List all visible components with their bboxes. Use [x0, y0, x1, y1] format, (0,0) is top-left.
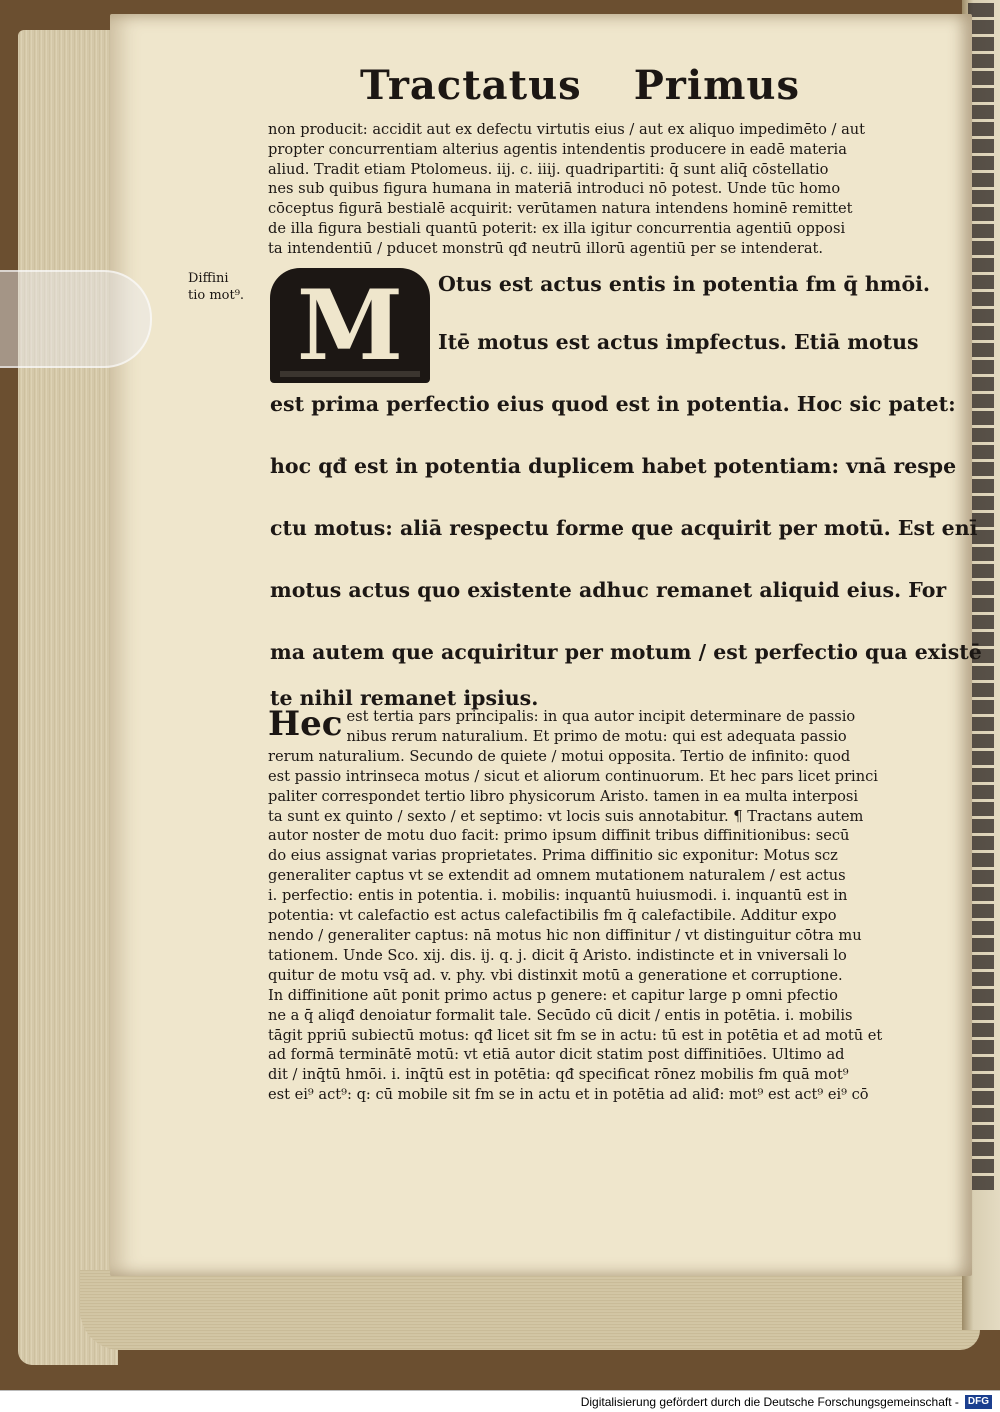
large-type-line: ctu motus: aliā respectu forme que acquirit per motū. Est enī	[270, 516, 978, 540]
top-paragraph-line: aliud. Tradit etiam Ptolomeus. iij. c. iiij. quadripartiti: q̄ sunt aliq̄ cōstellatio	[268, 160, 829, 178]
heading-right: Primus	[633, 62, 800, 109]
commentary-line: i. perfectio: entis in potentia. i. mobilis: inquantū huiusmodi. i. inquantū est in	[268, 887, 848, 905]
commentary-opening	[268, 704, 918, 747]
book-page-edges-bottom	[80, 1270, 980, 1350]
commentary-line: ne a q̄ aliqđ denoiatur formalit tale. Secūdo cū dicit / entis in potētia. i. mobilis	[268, 1006, 853, 1024]
commentary-initial: Hec	[268, 704, 343, 744]
top-paragraph-line: propter concurrentiam alterius agentis intendentis producere in eadē materia	[268, 140, 847, 158]
commentary-line: rerum naturalium. Secundo de quiete / motui opposita. Tertio de infinito: quod	[268, 747, 851, 765]
marginal-note-line: tio mot⁹.	[188, 288, 245, 303]
book-page-edges-left	[18, 30, 118, 1365]
commentary-line: dit / inq̄tū hmōi. i. inq̄tū est in potētia: qđ specificat rōnez mobilis fm quā mot⁹	[268, 1066, 849, 1084]
large-type-line: te nihil remanet ipsius.	[270, 686, 539, 710]
commentary-line: In diffinitione aūt ponit primo actus p genere: et capitur large p omni pfectio	[268, 986, 838, 1004]
commentary-line: nendo / generaliter captus: nā motus hic non diffinitur / vt distinguitur cōtra mu	[268, 926, 862, 944]
large-type-line: Otus est actus entis in potentia fm q̄ hmōi.	[438, 272, 931, 296]
commentary-opening-lines	[346, 707, 918, 747]
commentary-line: quitur de motu vsq̄ ad. v. phy. vbi distinxit motū a generatione et corruptione.	[268, 966, 843, 984]
decorated-initial: M	[270, 268, 430, 383]
top-paragraph-line: nes sub quibus figura humana in materiā introduci nō potest. Unde tūc homo	[268, 180, 841, 198]
commentary-line: nibus rerum naturalium. Et primo de motu: qui est adequata passio	[346, 727, 847, 745]
top-paragraph	[268, 120, 918, 259]
commentary-line: est ei⁹ act⁹: q: cū mobile sit fm se in actu et in potētia ad aliđ: mot⁹ est act⁹ ei⁹ cō	[268, 1086, 869, 1104]
commentary-line: tāgit ppriū subiectū motus: qđ licet sit fm se in actu: tū est in potētia et ad motū et	[268, 1026, 883, 1044]
commentary-line: potentia: vt calefactio est actus calefactibilis fm q̄ calefactibile. Additur expo	[268, 907, 837, 925]
top-paragraph-line: de illa figura bestiali quantū poterit: ex illa igitur concurrentia agentiū opposi	[268, 219, 846, 237]
commentary-line: do eius assignat varias proprietates. Prima diffinitio sic exponitur: Motus scz	[268, 847, 838, 865]
marginal-note-line: Diffini	[188, 271, 229, 286]
commentary-line: autor noster de motu duo facit: primo ipsum diffinit tribus diffinitionibus: secū	[268, 827, 850, 845]
commentary-line: generaliter captus vt se extendit ad omnem mutationem naturalem / est actus	[268, 867, 846, 885]
running-heading	[360, 62, 800, 109]
top-paragraph-line: ta intendentiū / pducet monstrū qđ neutrū illorū agentiū per se intenderat.	[268, 239, 824, 257]
commentary-line: ad formā terminātē motū: vt etiā autor dicit statim post diffinitiōes. Ultimo ad	[268, 1046, 845, 1064]
funding-notice: Digitalisierung gefördert durch die Deutsche Forschungsgemeinschaft -	[580, 1394, 959, 1409]
commentary-paragraph	[268, 704, 918, 1105]
large-type-line: hoc qđ est in potentia duplicem habet potentiam: vnā respe	[270, 454, 957, 478]
large-type-line: motus actus quo existente adhuc remanet aliquid eius. For	[270, 578, 947, 602]
commentary-line: ta sunt ex quinto / sexto / et septimo: vt locis suis annotabitur. ¶ Tractans autem	[268, 807, 864, 825]
footer-bar	[0, 1390, 1000, 1412]
large-type-line: Itē motus est actus impfectus. Etiā motus	[438, 330, 919, 354]
heading-left: Tractatus	[360, 62, 582, 109]
commentary-line: tationem. Unde Sco. xij. dis. ij. q. j. dicit q̄ Aristo. indistincte et in vniversali lo	[268, 946, 847, 964]
commentary-line: est passio intrinseca motus / sicut et aliorum continuorum. Et hec pars licet princi	[268, 767, 878, 785]
commentary-lines	[268, 747, 918, 1105]
marginal-note	[188, 270, 268, 304]
dfg-logo: DFG	[965, 1395, 992, 1409]
large-type-line: ma autem que acquiritur per motum / est perfectio qua existē	[270, 640, 982, 664]
transparent-page-clip	[0, 270, 152, 368]
commentary-line: paliter correspondet tertio libro physicorum Aristo. tamen in ea multa interposi	[268, 787, 859, 805]
large-type-line: est prima perfectio eius quod est in potentia. Hoc sic patet:	[270, 392, 956, 416]
top-paragraph-line: non producit: accidit aut ex defectu virtutis eius / aut ex aliquo impedimēto / aut	[268, 121, 866, 138]
top-paragraph-line: cōceptus figurā bestialē acquirit: verūtamen natura intendens hominē remittet	[268, 200, 853, 218]
commentary-line: est tertia pars principalis: in qua autor incipit determinare de passio	[346, 708, 856, 725]
